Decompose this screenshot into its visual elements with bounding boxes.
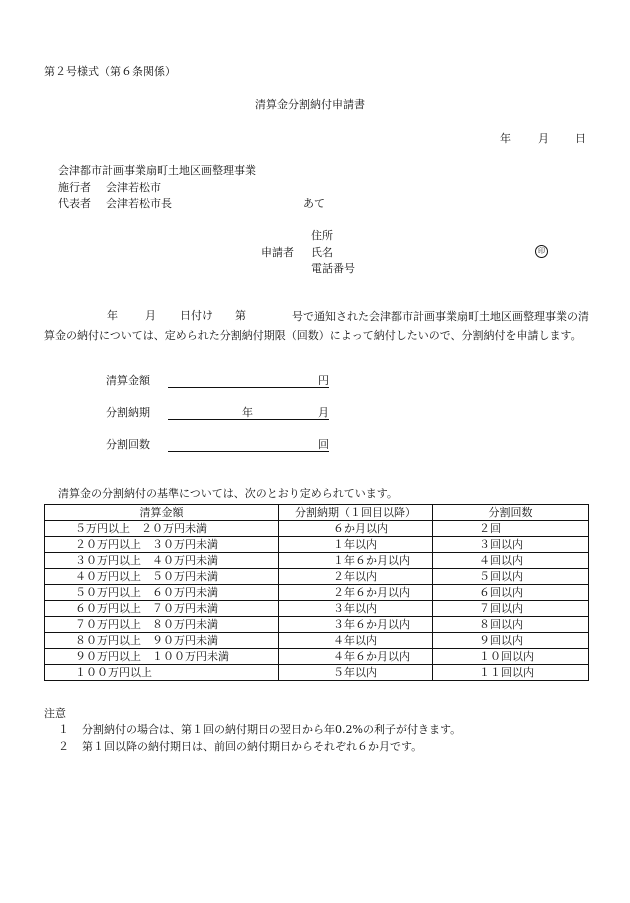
note-number: ２ <box>58 740 69 753</box>
cell-amount: ８０万円以上 ９０万円未満 <box>45 633 279 649</box>
table-row <box>45 537 589 553</box>
period-month: 月 <box>318 406 329 419</box>
cell-period: ２年以内 <box>279 569 433 585</box>
form-number: 第２号様式（第６条関係） <box>44 65 176 78</box>
cell-period: ４年以内 <box>279 633 433 649</box>
cell-amount: １００万円以上 <box>45 665 279 681</box>
applicant-name-label: 氏名 <box>311 246 333 259</box>
period-year: 年 <box>242 406 253 419</box>
table-row <box>45 601 589 617</box>
table-caption: 清算金の分割納付の基準については、次のとおり定められています。 <box>58 487 398 500</box>
notes-heading: 注意 <box>44 707 66 720</box>
applicant-address-label: 住所 <box>311 229 333 242</box>
amount-label: 清算金額 <box>106 374 150 387</box>
period-label: 分割納期 <box>106 406 150 419</box>
cell-count: ６回以内 <box>433 585 589 601</box>
cell-period: ２年６か月以内 <box>279 585 433 601</box>
date-day-label: 日 <box>575 132 586 145</box>
count-underline <box>168 451 329 452</box>
applicant-phone-label: 電話番号 <box>311 262 355 275</box>
cell-count: ９回以内 <box>433 633 589 649</box>
table-row <box>45 585 589 601</box>
cell-period: ５年以内 <box>279 665 433 681</box>
cell-count: ８回以内 <box>433 617 589 633</box>
table-row <box>45 617 589 633</box>
table-row <box>45 553 589 569</box>
table-row <box>45 633 589 649</box>
executor-label: 施行者 <box>58 181 91 194</box>
cell-amount: ４０万円以上 ５０万円未満 <box>45 569 279 585</box>
cell-amount: ７０万円以上 ８０万円未満 <box>45 617 279 633</box>
cell-count: ２回 <box>433 521 589 537</box>
cell-count: ５回以内 <box>433 569 589 585</box>
cell-period: ６か月以内 <box>279 521 433 537</box>
addressee-project: 会津都市計画事業扇町土地区画整理事業 <box>58 164 256 177</box>
cell-count: １０回以内 <box>433 649 589 665</box>
cell-count: １１回以内 <box>433 665 589 681</box>
note-text: 分割納付の場合は、第１回の納付期日の翌日から年0.2%の利子が付きます。 <box>82 723 462 736</box>
table-header-row <box>45 505 589 521</box>
cell-count: ３回以内 <box>433 537 589 553</box>
intro-year: 年 <box>107 309 118 322</box>
header-count: 分割回数 <box>433 505 589 521</box>
amount-underline <box>168 387 329 388</box>
cell-amount: ３０万円以上 ４０万円未満 <box>45 553 279 569</box>
representative-value: 会津若松市長 <box>106 197 172 210</box>
cell-period: １年以内 <box>279 537 433 553</box>
table-row <box>45 521 589 537</box>
date-year-label: 年 <box>500 132 511 145</box>
installment-standard-table <box>44 504 589 681</box>
executor-value: 会津若松市 <box>106 181 161 194</box>
table-row <box>45 649 589 665</box>
amount-unit: 円 <box>318 374 329 387</box>
cell-amount: ５０万円以上 ６０万円未満 <box>45 585 279 601</box>
table-row <box>45 569 589 585</box>
applicant-label: 申請者 <box>261 246 294 259</box>
table-row <box>45 665 589 681</box>
intro-number: 第 <box>235 309 246 322</box>
cell-amount: ２０万円以上 ３０万円未満 <box>45 537 279 553</box>
representative-label: 代表者 <box>58 197 91 210</box>
cell-count: ４回以内 <box>433 553 589 569</box>
addressee-ate: あて <box>303 197 325 210</box>
header-period: 分割納期（１回目以降） <box>279 505 433 521</box>
intro-date: 日付け <box>180 309 213 322</box>
cell-amount: ９０万円以上 １００万円未満 <box>45 649 279 665</box>
body-paragraph: 号で通知された会津都市計画事業扇町土地区画整理事業の清算金の納付については、定められた分割納付期限（回数）によって納付したいので、分割納付を申請します。 <box>44 310 589 342</box>
cell-period: １年６か月以内 <box>279 553 433 569</box>
note-number: １ <box>58 723 69 736</box>
count-label: 分割回数 <box>106 438 150 451</box>
count-unit: 回 <box>318 438 329 451</box>
document-title: 清算金分割納付申請書 <box>255 98 365 111</box>
intro-month: 月 <box>145 309 156 322</box>
cell-period: ３年以内 <box>279 601 433 617</box>
header-amount: 清算金額 <box>45 505 279 521</box>
cell-count: ７回以内 <box>433 601 589 617</box>
cell-period: ４年６か月以内 <box>279 649 433 665</box>
cell-amount: ５万円以上 ２０万円未満 <box>45 521 279 537</box>
note-text: 第１回以降の納付期日は、前回の納付期日からそれぞれ６か月です。 <box>82 740 423 753</box>
date-month-label: 月 <box>538 132 549 145</box>
seal-mark: 印 <box>535 245 548 258</box>
cell-amount: ６０万円以上 ７０万円未満 <box>45 601 279 617</box>
cell-period: ３年６か月以内 <box>279 617 433 633</box>
